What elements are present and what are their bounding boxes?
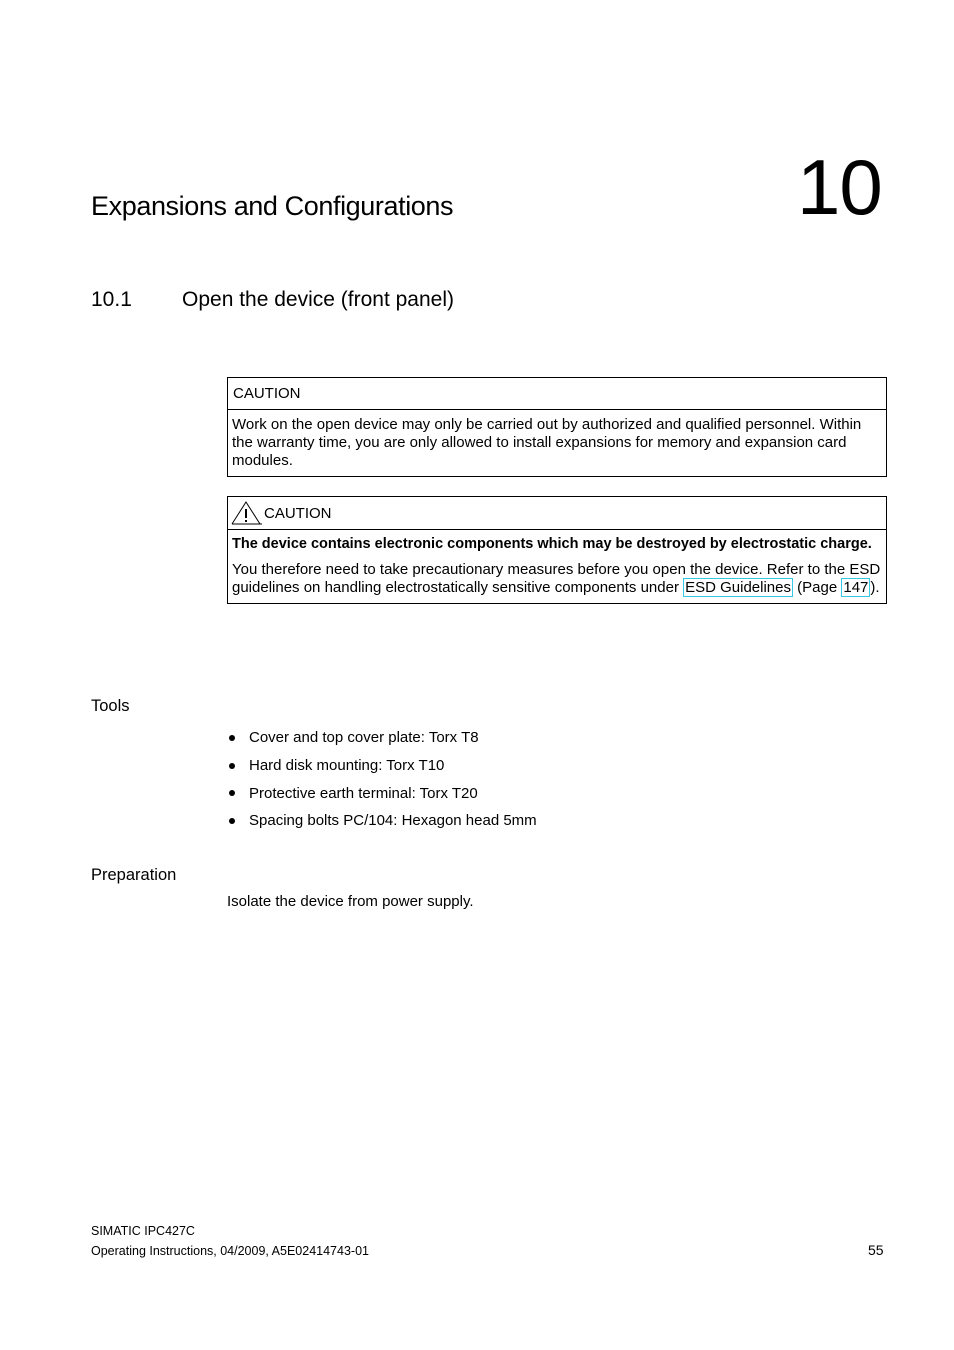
caution-header (228, 378, 886, 410)
bullet-icon (229, 763, 235, 769)
esd-guidelines-link[interactable]: ESD Guidelines (685, 579, 791, 596)
page-number: 55 (868, 1242, 884, 1258)
tool-item-text: Spacing bolts PC/104: Hexagon head 5mm (249, 812, 537, 830)
tool-item-text: Cover and top cover plate: Torx T8 (249, 729, 479, 747)
caution-box-authorization (227, 377, 887, 477)
tool-item-text: Hard disk mounting: Torx T10 (249, 757, 445, 775)
list-item (227, 724, 537, 752)
caution-label: CAUTION (233, 385, 301, 402)
tools-heading: Tools (91, 697, 130, 715)
footer-doc-info: Operating Instructions, 04/2009, A5E02414743-01 (91, 1244, 369, 1258)
tool-item-text: Protective earth terminal: Torx T20 (249, 784, 478, 802)
chapter-title: Expansions and Configurations (91, 191, 454, 221)
caution-text-part: (Page (793, 579, 842, 596)
caution-text (232, 561, 881, 597)
page-147-link[interactable]: 147 (843, 579, 869, 596)
section-number: 10.1 (91, 288, 132, 311)
caution-label: CAUTION (264, 504, 332, 522)
caution-text: Work on the open device may only be carried out by authorized and qualified personnel. Within the warranty time, you are only allowed to install expansions for memory and expansion card modules. (232, 416, 862, 469)
bullet-icon (229, 818, 235, 824)
caution-header (228, 497, 886, 530)
caution-bold-text: The device contains electronic components which may be destroyed by electrostatic charge. (232, 536, 872, 552)
warning-triangle-icon (230, 501, 262, 525)
section-title: Open the device (front panel) (182, 288, 454, 311)
list-item (227, 752, 537, 780)
preparation-heading: Preparation (91, 866, 177, 884)
caution-box-esd (227, 496, 887, 604)
chapter-number: 10 (797, 143, 882, 231)
caution-text-part: ). (870, 579, 880, 596)
bullet-icon (229, 790, 235, 796)
list-item (227, 779, 537, 807)
list-item (227, 807, 537, 835)
footer-product: SIMATIC IPC427C (91, 1224, 195, 1238)
caution-text-part: You therefore need to take precautionary measures before you open the device. Refer to the ESD guidelines on handling electrostatically sensitive components under (232, 561, 881, 596)
bullet-icon (229, 735, 235, 741)
preparation-text: Isolate the device from power supply. (227, 893, 474, 910)
tools-list (227, 724, 537, 835)
